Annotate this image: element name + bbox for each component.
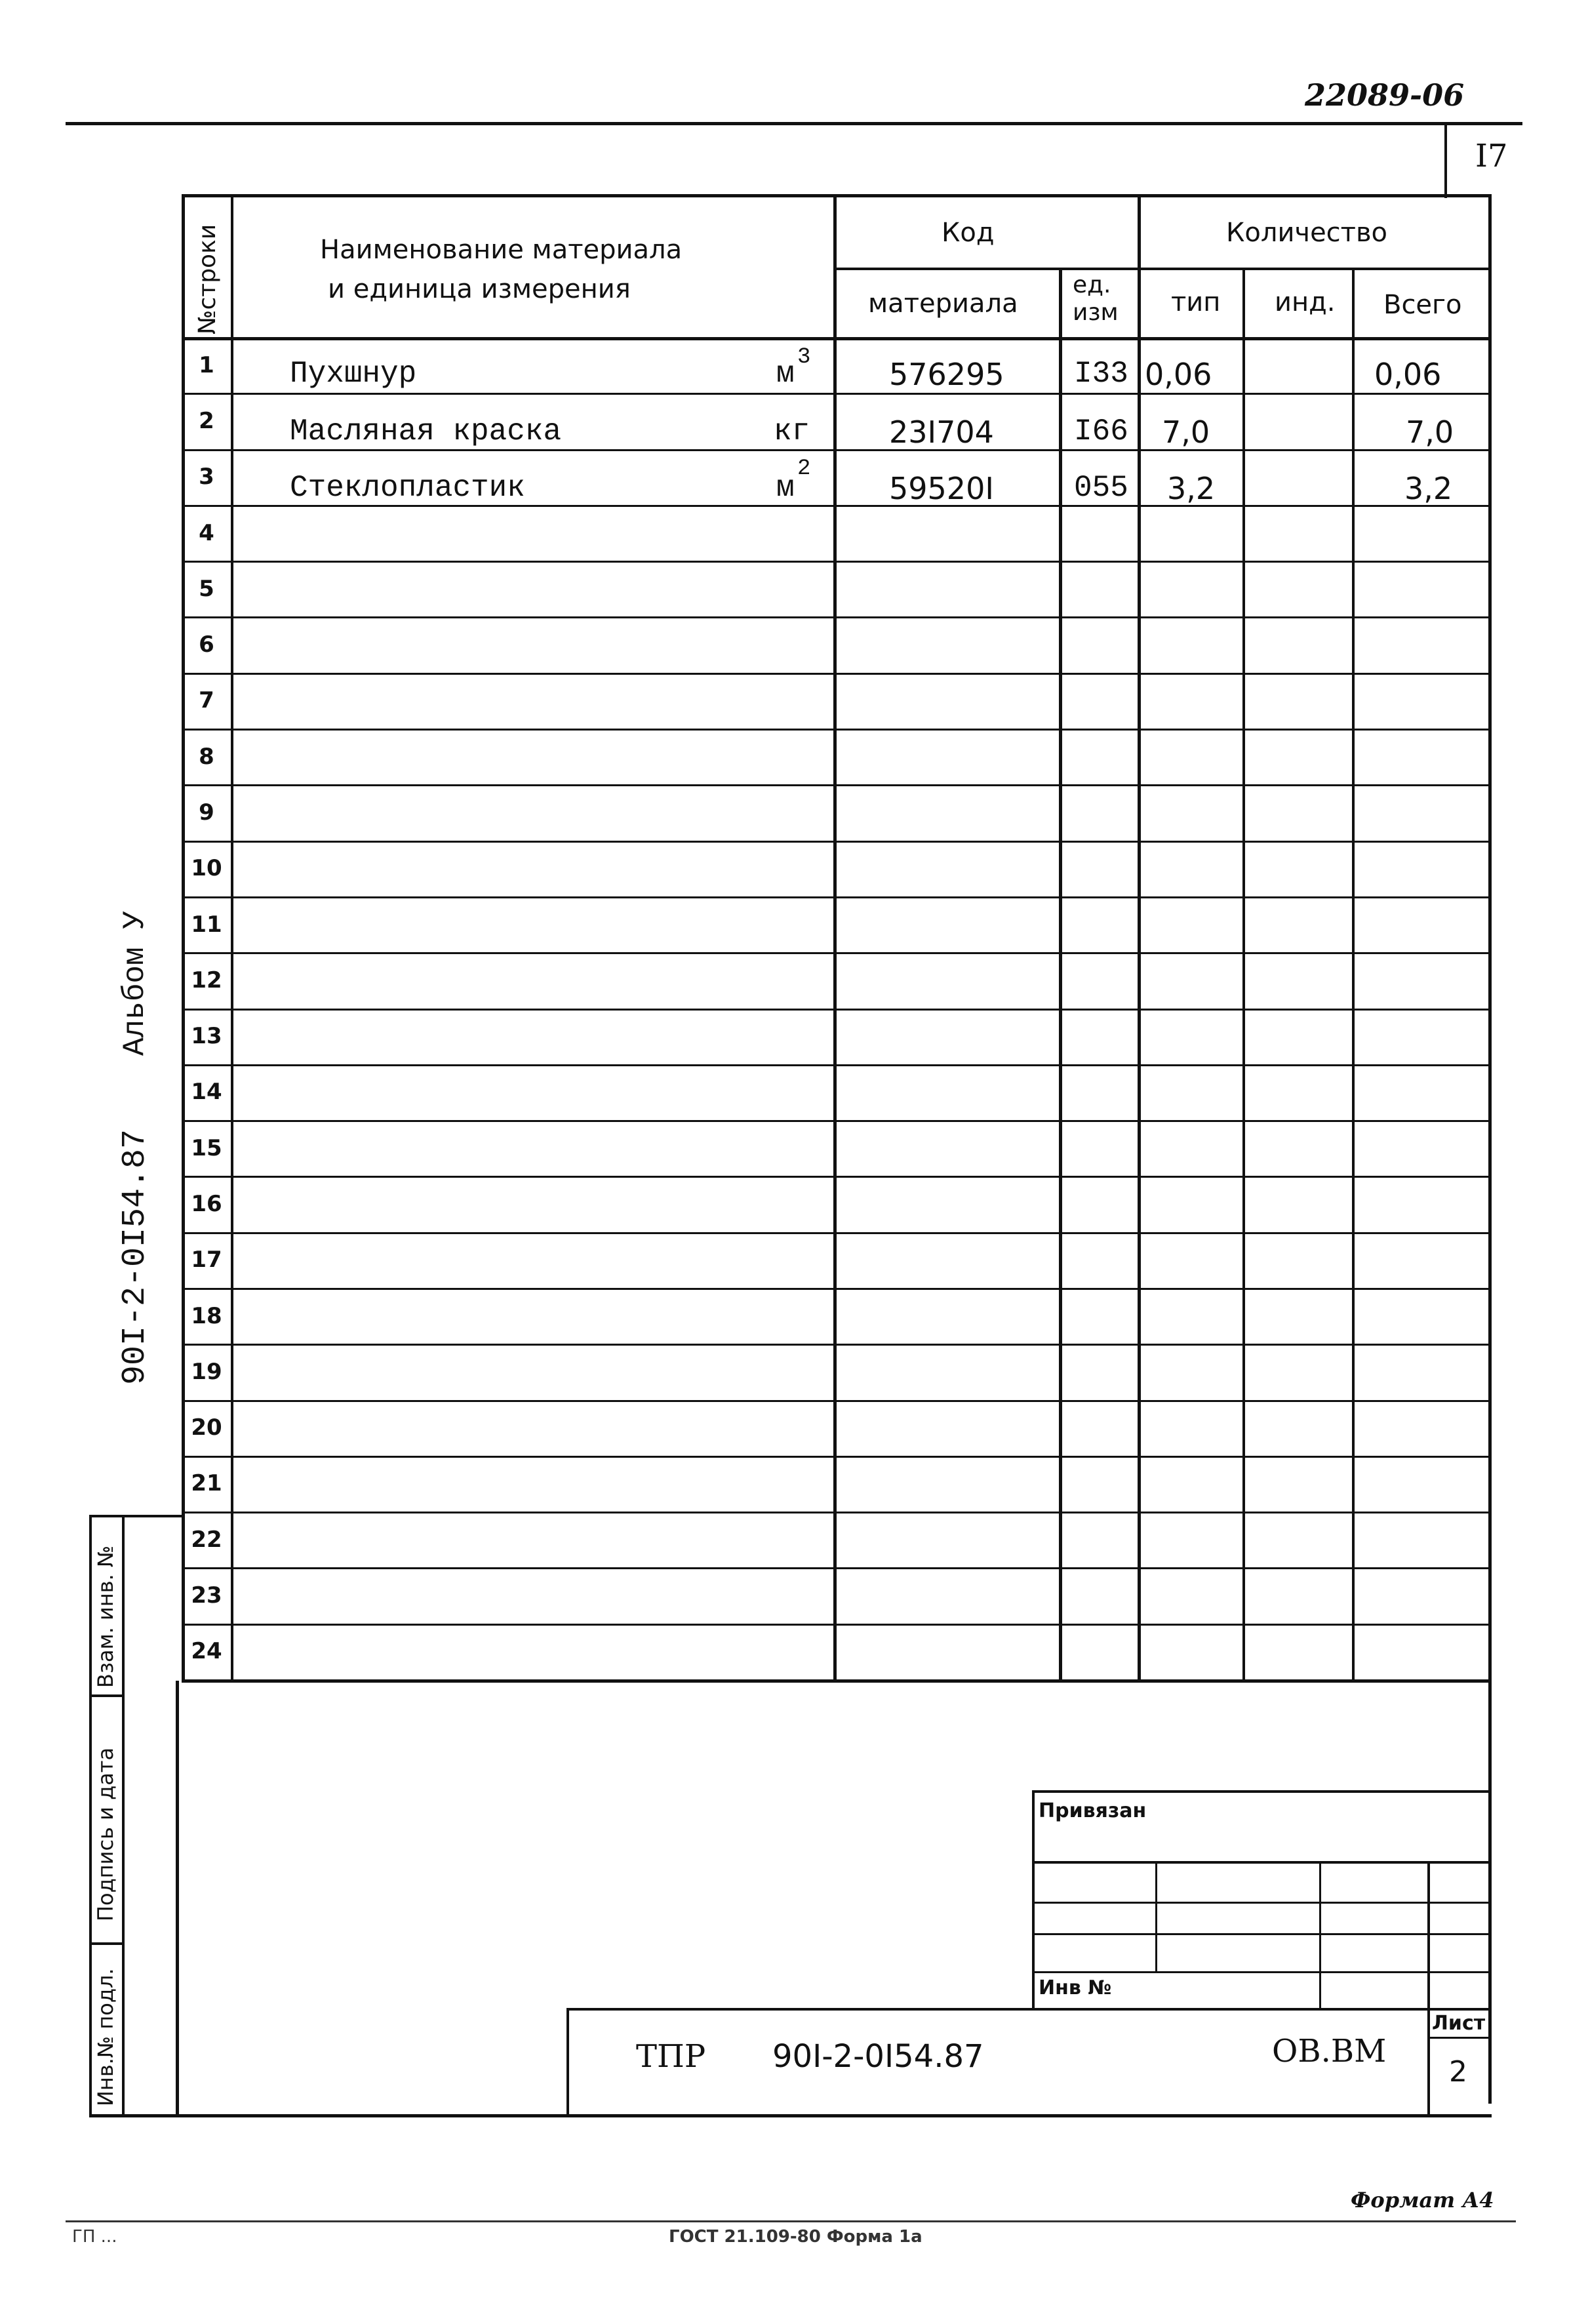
- row-line: [182, 1288, 1492, 1290]
- row-line: [182, 673, 1492, 675]
- header-qty-type: тип: [1171, 287, 1221, 317]
- header-code-group: Код: [942, 218, 995, 248]
- row-number: 21: [191, 1470, 222, 1496]
- tb-project: 90I-2-0I54.87: [772, 2038, 984, 2075]
- row-number: 17: [191, 1247, 222, 1273]
- row-3-code: 59520I: [889, 471, 994, 506]
- tb-main-top: [568, 2008, 1492, 2011]
- row-2-unit: кг: [774, 414, 810, 449]
- stamp-strip-right: [122, 1515, 125, 2117]
- row-line: [182, 1400, 1492, 1402]
- col-line-code: [1059, 268, 1062, 1681]
- row-line: [182, 1567, 1492, 1569]
- tb-line1: [1032, 1861, 1492, 1864]
- row-number: 6: [199, 631, 214, 658]
- row-line: [182, 1120, 1492, 1122]
- row-number: 10: [191, 855, 222, 881]
- row-line: [182, 561, 1492, 563]
- album-label: Альбом У: [118, 911, 152, 1056]
- row-3-unit-sup: 2: [797, 456, 811, 481]
- tb-line4: [1032, 1971, 1492, 1973]
- row-1-unit-code: I33: [1074, 357, 1128, 391]
- row-number: 15: [191, 1135, 222, 1161]
- row-number: 16: [191, 1191, 222, 1217]
- tb-sheet-value: 2: [1449, 2055, 1467, 2089]
- tb-sheet-sep: [1427, 2037, 1492, 2039]
- tb-mark: ОВ.ВМ: [1272, 2033, 1387, 2070]
- row-number: 5: [199, 576, 214, 602]
- stamp-strip-sep1: [89, 1694, 125, 1697]
- row-number: 12: [191, 967, 222, 993]
- row-1-type: 0,06: [1145, 357, 1212, 392]
- row-line: [182, 1679, 1492, 1683]
- row-1-unit-sup: 3: [797, 345, 811, 370]
- row-number: 22: [191, 1527, 222, 1553]
- row-2-total: 7,0: [1406, 414, 1454, 450]
- side-doc-code: 90I-2-0I54.87: [117, 1129, 154, 1385]
- row-line: [182, 393, 1492, 395]
- tb-line3: [1032, 1933, 1492, 1935]
- page-number-divider: [1444, 122, 1447, 198]
- col-line-type: [1242, 268, 1245, 1681]
- tb-tpp: ТПР: [636, 2038, 706, 2075]
- row-number: 8: [199, 744, 214, 770]
- row-number: 1: [199, 352, 214, 378]
- header-subline: [833, 268, 1492, 270]
- row-line: [182, 896, 1492, 898]
- row-2-unit-code: I66: [1074, 414, 1128, 449]
- header-name-line2: и единица измерения: [328, 274, 631, 304]
- row-line: [182, 841, 1492, 843]
- row-2-name: Масляная краска: [290, 414, 562, 449]
- tb-vline2: [1319, 1862, 1321, 2009]
- footer-rule: [66, 2220, 1516, 2222]
- stamp-strip-top: [89, 1515, 185, 1517]
- row-line: [182, 1009, 1492, 1011]
- footer-format: Формат А4: [1351, 2188, 1494, 2213]
- row-2-type: 7,0: [1162, 414, 1210, 450]
- row-1-name: Пухшнур: [290, 357, 417, 391]
- row-1-total: 0,06: [1374, 357, 1442, 392]
- row-number: 23: [191, 1582, 222, 1609]
- tb-vline1: [1155, 1862, 1157, 1973]
- row-number: 24: [191, 1638, 222, 1664]
- footer-gost: ГОСТ 21.109-80 Форма 1а: [669, 2227, 923, 2247]
- header-qty-group: Количество: [1226, 218, 1388, 248]
- row-number: 20: [191, 1414, 222, 1441]
- frame-bottom-border: [89, 2114, 1492, 2117]
- page-number: I7: [1475, 138, 1508, 174]
- tb-inv-label: Инв №: [1039, 1976, 1112, 1999]
- row-line: [182, 1344, 1492, 1346]
- tb-vline3: [1427, 1862, 1430, 2114]
- row-2-code: 23I704: [889, 414, 994, 450]
- header-code-material: материала: [868, 289, 1018, 319]
- row-line: [182, 729, 1492, 731]
- row-line: [182, 1232, 1492, 1234]
- header-qty-total: Всего: [1383, 290, 1462, 320]
- row-line: [182, 952, 1492, 954]
- row-number: 9: [199, 799, 214, 826]
- row-3-total: 3,2: [1404, 471, 1453, 506]
- header-unit-line2: изм: [1073, 299, 1119, 326]
- frame-right-border: [1488, 194, 1492, 2104]
- row-1-unit: м: [776, 357, 795, 391]
- handwritten-doc-number: 22089-06: [1305, 77, 1465, 113]
- table-top-border: [182, 194, 1492, 197]
- frame-left-lower: [176, 1681, 179, 2117]
- footer-left-text: ГП ...: [72, 2227, 117, 2247]
- row-3-unit: м: [776, 471, 795, 505]
- row-number: 3: [199, 464, 214, 490]
- tb-main-left: [566, 2008, 569, 2117]
- col-line-ind: [1352, 268, 1355, 1681]
- header-name-line1: Наименование материала: [320, 235, 683, 265]
- row-line: [182, 1456, 1492, 1458]
- tb-line2: [1032, 1902, 1492, 1904]
- tb-bound-left: [1032, 1790, 1035, 2009]
- tb-sheet-label: Лист: [1432, 2012, 1486, 2035]
- tb-bound-top: [1032, 1790, 1492, 1793]
- row-line: [182, 1624, 1492, 1626]
- row-line: [182, 1176, 1492, 1178]
- row-line: [182, 1064, 1492, 1066]
- row-number: 14: [191, 1079, 222, 1105]
- header-bottom-line: [182, 337, 1492, 340]
- row-number: 13: [191, 1023, 222, 1049]
- row-line: [182, 505, 1492, 507]
- row-number: 19: [191, 1359, 222, 1385]
- row-number: 4: [199, 520, 214, 546]
- header-row-number: №строки: [194, 224, 221, 334]
- row-line: [182, 616, 1492, 618]
- tb-bound-label: Привязан: [1039, 1799, 1147, 1822]
- row-3-type: 3,2: [1167, 471, 1216, 506]
- stamp-replace-label: Взам. инв. №: [93, 1545, 118, 1688]
- row-line: [182, 784, 1492, 786]
- stamp-strip-left: [89, 1515, 92, 2117]
- row-line: [182, 449, 1492, 451]
- row-number: 18: [191, 1303, 222, 1329]
- row-number: 7: [199, 687, 214, 713]
- row-3-name: Стеклопластик: [290, 471, 525, 505]
- stamp-inv-label: Инв.№ подл.: [93, 1968, 118, 2106]
- row-3-unit-code: 055: [1074, 471, 1128, 505]
- header-unit-line1: ед.: [1073, 271, 1111, 298]
- stamp-strip-sep2: [89, 1942, 125, 1945]
- row-line: [182, 1512, 1492, 1513]
- stamp-sign-label: Подпись и дата: [93, 1747, 118, 1921]
- row-number: 11: [191, 912, 222, 938]
- row-number: 2: [199, 408, 214, 434]
- top-rule: [66, 122, 1522, 125]
- row-1-code: 576295: [889, 357, 1004, 392]
- header-qty-ind: инд.: [1275, 287, 1336, 317]
